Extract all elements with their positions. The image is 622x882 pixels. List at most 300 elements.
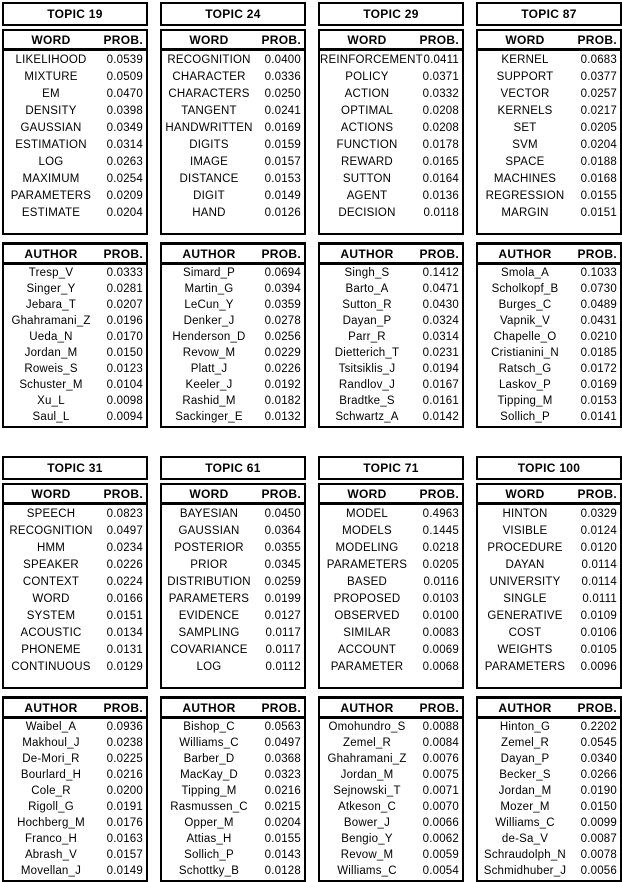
prob-value: 0.0345 [264,558,301,571]
word-text: POLICY [345,70,389,83]
author-row [478,719,620,735]
author-row [478,345,620,361]
word-text: GENERATIVE [487,609,563,622]
prob-value: 0.0149 [264,189,301,202]
prob-col-header: PROB. [103,246,143,261]
word-text: PARAMETERS [326,558,408,571]
word-text: MAXIMUM [22,172,80,185]
author-row [478,393,620,409]
prob-value: 0.0167 [422,379,459,391]
prob-value: 0.0411 [423,53,459,66]
author-text: Dietterich_T [334,347,400,359]
word-col-header: WORD [31,32,71,47]
prob-col-header: PROB. [577,486,617,501]
prob-value: 0.0254 [106,172,143,185]
word-text: PARAMETER [330,660,404,673]
word-text: KERNELS [497,104,553,117]
prob-value: 0.0694 [264,267,301,279]
word-row [4,641,146,658]
author-row [320,831,462,847]
author-text: Dayan_P [342,315,392,327]
word-text: PRIOR [190,558,228,571]
word-row [162,573,304,590]
prob-value: 0.0190 [580,785,617,797]
author-text: Bourlard_H [20,769,82,781]
author-row [162,297,304,313]
author-rows [320,719,462,879]
prob-value: 0.0450 [264,507,301,520]
prob-col-header: PROB. [419,700,459,715]
word-text: DIGIT [193,189,225,202]
author-rows [320,265,462,425]
prob-value: 0.0142 [422,411,459,423]
author-row [4,735,146,751]
word-row [478,573,620,590]
author-text: Hinton_G [499,721,551,733]
word-text: REGRESSION [485,189,565,202]
prob-value: 0.0109 [580,609,617,622]
author-row [320,863,462,879]
prob-value: 0.0224 [106,575,143,588]
prob-value: 0.0088 [422,721,459,733]
word-table [160,29,306,235]
prob-value: 0.0324 [422,315,459,327]
author-table-header [478,699,620,719]
author-text: Schwartz_A [335,411,399,423]
word-row [4,204,146,221]
author-row [478,735,620,751]
prob-value: 0.0207 [106,299,143,311]
prob-value: 0.0078 [580,849,617,861]
prob-value: 0.0134 [106,626,143,639]
prob-value: 0.0332 [422,87,459,100]
author-text: Ratsch_G [498,363,552,375]
word-text: MARGIN [501,206,549,219]
prob-value: 0.0205 [422,558,459,571]
author-text: Cole_R [31,785,71,797]
prob-value: 0.0256 [264,331,301,343]
author-row [320,783,462,799]
author-text: Barber_D [183,753,235,765]
author-text: Zemel_R [500,737,550,749]
word-text: KERNEL [501,53,549,66]
prob-value: 0.0168 [580,172,617,185]
word-col-header: WORD [505,32,545,47]
word-row [320,658,462,675]
word-row [4,624,146,641]
word-row [478,505,620,522]
word-text: WORD [32,592,70,605]
author-table-header [162,699,304,719]
word-text: MODEL [346,507,388,520]
prob-value: 0.2202 [580,721,617,733]
author-text: Becker_S [499,769,551,781]
topic-block [2,2,148,428]
prob-value: 0.0157 [106,849,143,861]
prob-value: 0.4963 [422,507,459,520]
author-row [320,329,462,345]
author-row [320,751,462,767]
author-row [162,831,304,847]
prob-value: 0.0116 [423,575,459,588]
prob-value: 0.0153 [264,172,301,185]
author-text: Sackinger_E [175,411,243,423]
prob-col-header: PROB. [419,486,459,501]
word-col-header: WORD [189,486,229,501]
author-text: Williams_C [495,817,555,829]
prob-col-header: PROB. [577,32,617,47]
author-text: Simard_P [182,267,236,279]
author-text: Singh_S [344,267,390,279]
author-text: Sejnowski_T [333,785,401,797]
word-table [476,483,622,689]
author-rows [162,265,304,425]
author-text: Platt_J [190,363,228,375]
author-text: Waibel_A [25,721,77,733]
topic-block [2,456,148,882]
author-table [476,696,622,882]
author-text: Barto_A [345,283,389,295]
topic-block [476,456,622,882]
author-row [320,345,462,361]
word-text: SPEECH [26,507,76,520]
prob-value: 0.0054 [422,865,459,877]
author-text: Hochberg_M [17,817,85,829]
word-table-header [4,485,146,505]
word-text: ACOUSTIC [20,626,82,639]
author-text: Movellan_J [20,865,82,877]
word-text: TANGENT [181,104,237,117]
author-text: Dayan_P [500,753,550,765]
prob-value: 0.0155 [264,833,301,845]
author-row [4,815,146,831]
word-table-header [162,31,304,51]
word-row [320,153,462,170]
prob-value: 0.0096 [580,660,617,673]
author-row [478,815,620,831]
word-rows [320,505,462,675]
prob-value: 0.0132 [264,411,301,423]
author-text: Omohundro_S [328,721,406,733]
author-row [162,751,304,767]
word-row [4,522,146,539]
prob-value: 0.0196 [106,315,143,327]
prob-value: 0.0172 [580,363,617,375]
prob-value: 0.1033 [580,267,617,279]
word-row [478,641,620,658]
prob-value: 0.0217 [580,104,617,117]
prob-value: 0.0163 [106,833,143,845]
author-row [4,767,146,783]
author-text: Keeler_J [185,379,233,391]
word-row [320,136,462,153]
prob-value: 0.0263 [106,155,143,168]
prob-value: 0.0123 [106,363,143,375]
word-rows [320,51,462,221]
author-row [478,377,620,393]
word-text: DAYAN [505,558,545,571]
word-table [318,29,464,235]
author-table [318,242,464,428]
author-col-header: AUTHOR [24,700,78,715]
prob-value: 0.0157 [264,155,301,168]
author-text: Mozer_M [500,801,550,813]
word-row [320,539,462,556]
word-row [162,136,304,153]
word-text: GAUSSIAN [178,524,240,537]
word-row [478,85,620,102]
author-row [478,281,620,297]
author-text: Jordan_M [340,769,394,781]
prob-value: 0.0683 [580,53,617,66]
prob-value: 0.0182 [264,395,301,407]
author-text: Henderson_D [172,331,246,343]
word-row [320,573,462,590]
prob-value: 0.0159 [264,138,301,151]
word-row [320,119,462,136]
word-text: SINGLE [503,592,547,605]
topic-title: TOPIC 31 [2,456,148,480]
prob-value: 0.0355 [264,541,301,554]
word-col-header: WORD [189,32,229,47]
prob-value: 0.0131 [106,643,143,656]
topic-title: TOPIC 19 [2,2,148,26]
author-row [320,767,462,783]
prob-value: 0.0208 [422,121,459,134]
author-row [4,719,146,735]
word-text: SPEAKER [23,558,79,571]
author-text: Rigoll_G [28,801,74,813]
word-text: CONTINUOUS [11,660,91,673]
word-text: AGENT [346,189,388,202]
prob-value: 0.0349 [106,121,143,134]
author-col-header: AUTHOR [24,246,78,261]
author-text: Ghahramani_Z [11,315,91,327]
prob-value: 0.0234 [106,541,143,554]
author-row [162,281,304,297]
author-col-header: AUTHOR [182,246,236,261]
word-row [478,119,620,136]
prob-value: 0.0216 [106,769,143,781]
prob-value: 0.0563 [264,721,301,733]
word-text: DENSITY [25,104,77,117]
author-text: Rashid_M [182,395,236,407]
author-row [162,345,304,361]
word-rows [478,51,620,221]
word-text: PARAMETERS [168,592,250,605]
prob-value: 0.0150 [580,801,617,813]
word-rows [478,505,620,675]
author-table [2,696,148,882]
author-row [162,799,304,815]
word-row [4,85,146,102]
author-text: Singer_Y [26,283,76,295]
topic-title: TOPIC 61 [160,456,306,480]
prob-value: 0.0176 [106,817,143,829]
word-text: RECOGNITION [167,53,251,66]
author-row [162,409,304,425]
word-text: IMAGE [189,155,229,168]
author-rows [478,265,620,425]
word-col-header: WORD [31,486,71,501]
prob-value: 0.0241 [264,104,301,117]
prob-value: 0.0340 [580,753,617,765]
word-table [2,29,148,235]
prob-value: 0.0364 [264,524,301,537]
topic-block [318,2,464,428]
word-text: LOG [38,155,64,168]
author-row [162,735,304,751]
word-row [162,590,304,607]
author-text: Revow_M [182,347,236,359]
prob-value: 0.0087 [580,833,617,845]
prob-value: 0.0117 [265,643,301,656]
author-text: Tresp_V [28,267,74,279]
prob-value: 0.0129 [106,660,143,673]
word-row [478,624,620,641]
prob-value: 0.0155 [580,189,617,202]
author-text: Bengio_Y [341,833,393,845]
author-text: Parr_R [348,331,386,343]
topic-title: TOPIC 87 [476,2,622,26]
author-row [478,265,620,281]
author-text: Ueda_N [29,331,73,343]
prob-value: 0.0936 [106,721,143,733]
word-row [320,68,462,85]
author-table [160,696,306,882]
author-table-header [478,245,620,265]
word-row [162,556,304,573]
author-text: Chapelle_O [493,331,557,343]
author-row [4,831,146,847]
prob-value: 0.0823 [106,507,143,520]
prob-value: 0.0209 [106,189,143,202]
prob-value: 0.0153 [580,395,617,407]
word-row [162,170,304,187]
prob-value: 0.0161 [422,395,459,407]
author-text: MacKay_D [180,769,238,781]
author-text: Bradtke_S [339,395,395,407]
prob-value: 0.0216 [264,785,301,797]
author-col-header: AUTHOR [498,700,552,715]
topic-title: TOPIC 29 [318,2,464,26]
word-row [162,68,304,85]
prob-value: 0.0398 [106,104,143,117]
topic-title: TOPIC 100 [476,456,622,480]
author-table [2,242,148,428]
word-row [162,505,304,522]
word-text: SAMPLING [178,626,240,639]
prob-value: 0.0100 [422,609,459,622]
author-row [320,297,462,313]
word-table-header [4,31,146,51]
word-row [478,590,620,607]
prob-value: 0.0118 [423,206,459,219]
word-row [320,624,462,641]
topic-title: TOPIC 71 [318,456,464,480]
prob-value: 0.0266 [580,769,617,781]
author-row [4,751,146,767]
word-text: DISTRIBUTION [167,575,251,588]
word-text: PARAMETERS [484,660,566,673]
prob-value: 0.0098 [106,395,143,407]
word-row [162,85,304,102]
word-rows [162,505,304,675]
prob-col-header: PROB. [261,700,301,715]
author-text: Zemel_R [342,737,392,749]
prob-value: 0.0126 [264,206,301,219]
word-text: ACCOUNT [337,643,397,656]
author-text: Tipping_M [497,395,553,407]
prob-value: 0.0143 [264,849,301,861]
word-row [162,624,304,641]
prob-value: 0.0471 [422,283,459,295]
prob-value: 0.0259 [264,575,301,588]
author-text: Smola_A [500,267,550,279]
word-text: POSTERIOR [174,541,244,554]
word-row [162,119,304,136]
word-text: DISTANCE [179,172,239,185]
word-row [162,658,304,675]
prob-col-header: PROB. [261,32,301,47]
author-row [478,313,620,329]
word-row [4,119,146,136]
author-rows [478,719,620,879]
prob-value: 0.0215 [264,801,301,813]
prob-value: 0.0094 [106,411,143,423]
prob-value: 0.0281 [106,283,143,295]
author-text: Roweis_S [24,363,78,375]
author-row [320,393,462,409]
prob-value: 0.0084 [422,737,459,749]
word-text: PROCEDURE [487,541,563,554]
prob-value: 0.0106 [580,626,617,639]
prob-value: 0.0185 [580,347,617,359]
prob-value: 0.0545 [580,737,617,749]
word-text: LOG [196,660,222,673]
word-text: MIXTURE [24,70,78,83]
word-row [4,505,146,522]
author-row [320,735,462,751]
author-row [162,815,304,831]
word-text: FUNCTION [336,138,398,151]
author-row [162,329,304,345]
author-table [318,696,464,882]
word-text: HAND [192,206,226,219]
word-text: MACHINES [493,172,557,185]
word-col-header: WORD [347,32,387,47]
prob-value: 0.0114 [581,558,617,571]
word-row [320,85,462,102]
author-row [478,361,620,377]
prob-value: 0.0105 [580,643,617,656]
prob-value: 0.0062 [422,833,459,845]
word-row [4,590,146,607]
prob-value: 0.0099 [580,817,617,829]
prob-value: 0.0208 [422,104,459,117]
author-text: Opper_M [184,817,234,829]
prob-value: 0.0066 [422,817,459,829]
author-row [4,863,146,879]
word-text: REWARD [341,155,393,168]
prob-value: 0.0188 [580,155,617,168]
word-text: PARAMETERS [10,189,92,202]
author-text: Saul_L [32,411,70,423]
word-row [162,153,304,170]
author-text: De-Mori_R [22,753,80,765]
word-row [162,187,304,204]
prob-value: 0.0231 [422,347,459,359]
